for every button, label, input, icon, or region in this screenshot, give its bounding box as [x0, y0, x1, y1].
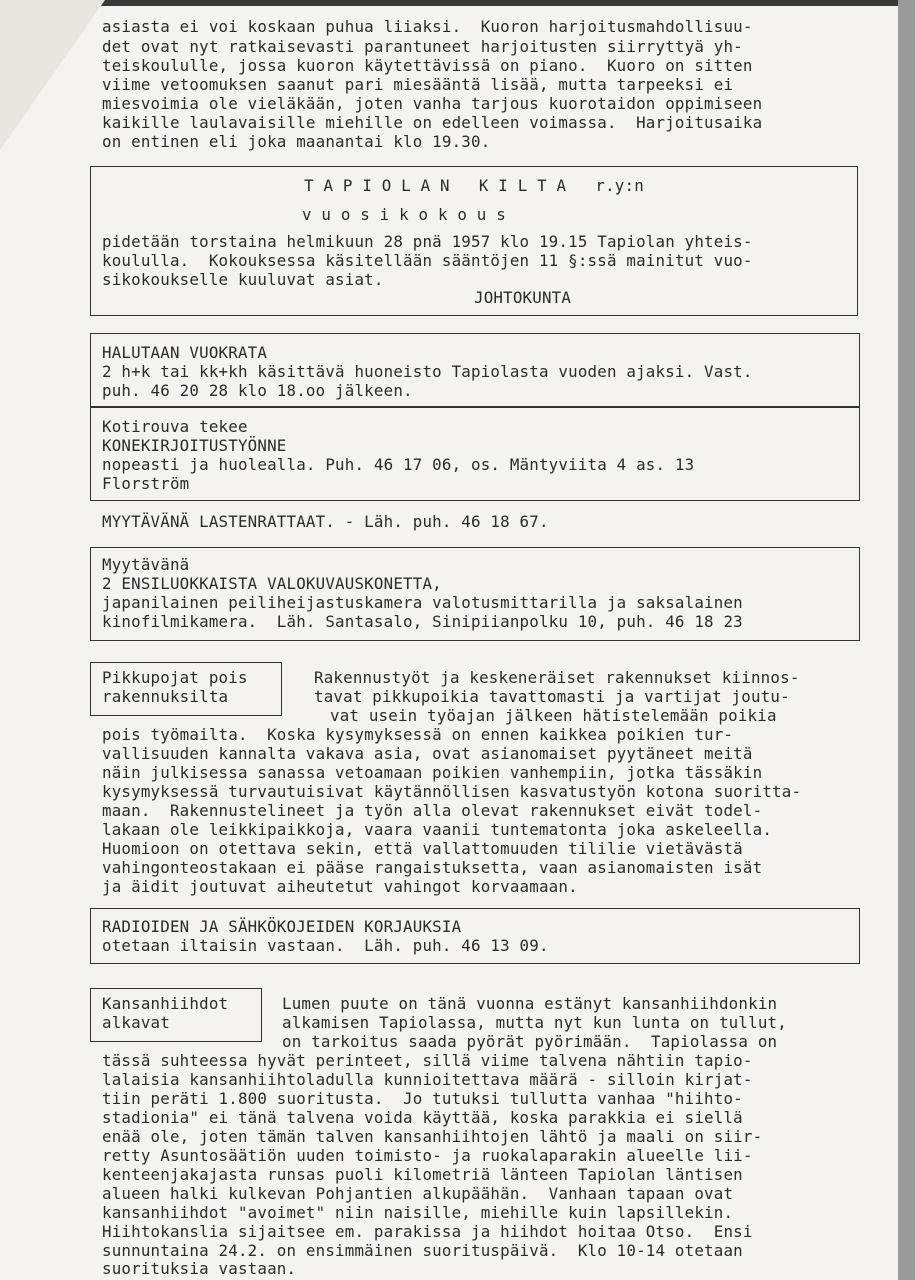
- hiihdot-side-line: on tarkoitus saada pyörät pyörimään. Tapiolassa on: [282, 1032, 778, 1051]
- pikkupojat-side-line: tavat pikkupoikia tavattomasti ja vartijat joutu-: [314, 687, 790, 706]
- hiihdot-line: kenteenjakajasta runsas puoli kilometriä länteen Tapiolan läntisen: [102, 1165, 743, 1184]
- ad-kamerat-line: kinofilmikamera. Läh. Santasalo, Sinipiianpolku 10, puh. 46 18 23: [102, 612, 743, 631]
- kilta-subtitle: v u o s i k o k o u s: [302, 205, 506, 224]
- ad-vuokrata-line: puh. 46 20 28 klo 18.oo jälkeen.: [102, 381, 413, 400]
- folded-corner: [0, 0, 105, 150]
- ad-kamerat-line: Myytävänä: [102, 555, 190, 574]
- pikkupojat-line: maan. Rakennustelineet ja työn alla olevat rakennukset eivät todel-: [102, 801, 763, 820]
- kilta-line: koululla. Kokouksessa käsitellään sääntöjen 11 §:ssä mainitut vuo-: [102, 251, 753, 270]
- ad-lastenrattaat: MYYTÄVÄNÄ LASTENRATTAAT. - Läh. puh. 46 18 67.: [102, 512, 549, 531]
- intro-line: on entinen eli joka maanantai klo 19.30.: [102, 132, 491, 151]
- intro-line: det ovat nyt ratkaisevasti parantuneet harjoitusten siirryttyä yh-: [102, 37, 743, 56]
- intro-line: asiasta ei voi koskaan puhua liiaksi. Kuoron harjoitusmahdollisuu-: [102, 17, 753, 36]
- hiihdot-line: kansanhiihdot "avoimet" niin naisille, miehille kuin lapsillekin.: [102, 1203, 734, 1222]
- pikkupojat-line: ja äidit joutuvat aiheutetut vahingot korvaamaan.: [102, 877, 578, 896]
- hiihdot-side-line: Lumen puute on tänä vuonna estänyt kansanhiihdonkin: [282, 994, 778, 1013]
- ad-radiot-heading: RADIOIDEN JA SÄHKÖKOJEIDEN KORJAUKSIA: [102, 917, 462, 936]
- ad-vuokrata-line: 2 h+k tai kk+kh käsittävä huoneisto Tapiolasta vuoden ajaksi. Vast.: [102, 362, 753, 381]
- kilta-signature: JOHTOKUNTA: [474, 288, 572, 307]
- kilta-title: T A P I O L A N K I L T A r.y:n: [304, 176, 644, 195]
- hiihdot-line: stadionia" ei tänä talvena voida käyttää, koska parakkia ei siellä: [102, 1108, 743, 1127]
- pikkupojat-line: Huomioon on otettava sekin, että vallattomuuden tililie vietävästä: [102, 839, 743, 858]
- intro-line: viime vetoomuksen saanut pari miesääntä lisää, mutta tarpeeksi ei: [102, 75, 734, 94]
- hiihdot-line: Hiihtokanslia sijaitsee em. parakissa ja hiihdot hoitaa Otso. Ensi: [102, 1222, 753, 1241]
- ad-vuokrata-heading: HALUTAAN VUOKRATA: [102, 343, 268, 362]
- scan-edge: [898, 0, 915, 1280]
- hiihdot-line: retty Asuntosäätiön uuden toimisto- ja ruokalaparakin alueelle lii-: [102, 1146, 753, 1165]
- hiihdot-line: lalaisia kansanhiihtoladulla kunnioitettava määrä - silloin kirjat-: [102, 1070, 753, 1089]
- classified-divider: [90, 406, 860, 408]
- pikkupojat-heading: rakennuksilta: [102, 687, 229, 706]
- top-shadow-band: [0, 0, 898, 6]
- ad-kamerat-line: japanilainen peiliheijastuskamera valotusmittarilla ja saksalainen: [102, 593, 743, 612]
- ad-radiot-line: otetaan iltaisin vastaan. Läh. puh. 46 13 09.: [102, 936, 549, 955]
- pikkupojat-line: näin julkisessa sanassa vetoamaan poikien vanhempiin, jotka tässäkin: [102, 763, 763, 782]
- ad-konekirjoitus-heading: KONEKIRJOITUSTYÖNNE: [102, 436, 287, 455]
- hiihdot-line: sunnuntaina 24.2. on ensimmäinen suorituspäivä. Klo 10-14 otetaan: [102, 1241, 743, 1260]
- hiihdot-heading: alkavat: [102, 1013, 170, 1032]
- ad-konekirjoitus-line: nopeasti ja huolealla. Puh. 46 17 06, os. Mäntyviita 4 as. 13: [102, 455, 695, 474]
- ad-konekirjoitus-line: Kotirouva tekee: [102, 417, 248, 436]
- pikkupojat-line: vallisuuden kannalta vakava asia, ovat asianomaiset pyytäneet meitä: [102, 744, 753, 763]
- kilta-line: sikokoukselle kuuluvat asiat.: [102, 270, 384, 289]
- pikkupojat-side-line: Rakennustyöt ja keskeneräiset rakennukset kiinnos-: [314, 668, 800, 687]
- intro-line: kaikille laulavaisille miehille on edelleen voimassa. Harjoitusaika: [102, 113, 763, 132]
- pikkupojat-line: pois työmailta. Koska kysymyksessä on ennen kaikkea poikien tur-: [102, 725, 734, 744]
- hiihdot-line: tiin peräti 1.800 suoritusta. Jo tutuksi tullutta vanhaa "hiihto-: [102, 1089, 743, 1108]
- pikkupojat-line: kysymyksessä turvautuisivat käytännöllisen kasvatustyön kotona suoritta-: [102, 782, 802, 801]
- pikkupojat-heading: Pikkupojat pois: [102, 668, 248, 687]
- kilta-line: pidetään torstaina helmikuun 28 pnä 1957 klo 19.15 Tapiolan yhteis-: [102, 232, 753, 251]
- ad-konekirjoitus-line: Florström: [102, 474, 190, 493]
- intro-line: teiskoululle, jossa kuoron käytettävissä on piano. Kuoro on sitten: [102, 56, 753, 75]
- ad-kamerat-heading: 2 ENSILUOKKAISTA VALOKUVAUSKONETTA,: [102, 574, 442, 593]
- hiihdot-line: alueen halki kulkevan Pohjantien alkupäähän. Vanhaan tapaan ovat: [102, 1184, 734, 1203]
- hiihdot-line: enää ole, joten tämän talven kansanhiihtojen lähtö ja maali on siir-: [102, 1127, 763, 1146]
- pikkupojat-line: lakaan ole leikkipaikkoja, vaara vaanii tuntematonta joka askeleella.: [102, 820, 773, 839]
- intro-line: miesvoimia ole vieläkään, joten vanha tarjous kuorotaidon oppimiseen: [102, 94, 763, 113]
- pikkupojat-side-line: vat usein työajan jälkeen hätistelemään poikia: [330, 706, 777, 725]
- hiihdot-side-line: alkamisen Tapiolassa, mutta nyt kun lunta on tullut,: [282, 1013, 787, 1032]
- hiihdot-line: tässä suhteessa hyvät perinteet, sillä viime talvena nähtiin tapio-: [102, 1051, 753, 1070]
- hiihdot-heading: Kansanhiihdot: [102, 994, 229, 1013]
- hiihdot-line: suorituksia vastaan.: [102, 1259, 297, 1278]
- pikkupojat-line: vahingonteostakaan ei pääse rangaistuksetta, vaan asianomaisten isät: [102, 858, 763, 877]
